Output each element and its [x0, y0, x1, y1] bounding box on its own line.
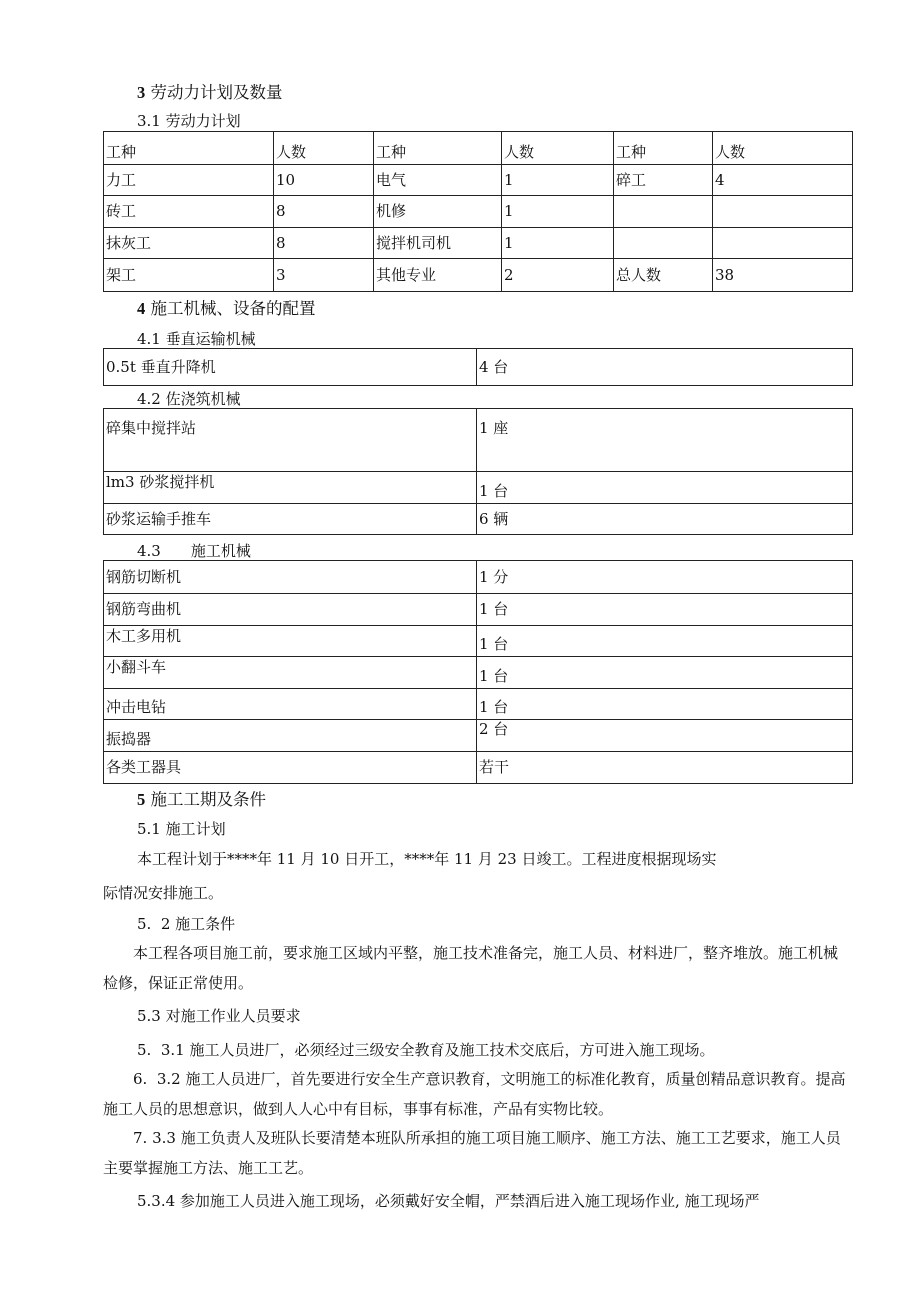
table-cell: 振捣器 [104, 720, 477, 752]
table-cell: 2 台 [477, 720, 853, 752]
section-5-heading [137, 786, 266, 810]
table-row [104, 472, 853, 504]
table-cell: 4 [713, 165, 853, 196]
table-cell [713, 196, 853, 228]
section-5-2-heading: 5. 2 施工条件 [137, 915, 236, 933]
table-row [104, 196, 853, 228]
table-cell: 2 [502, 259, 614, 292]
table-cell: 小翻斗车 [104, 657, 477, 689]
table-cell: 1 [502, 228, 614, 259]
table-cell: 钢筋弯曲机 [104, 594, 477, 626]
table-cell: 碎工 [614, 165, 713, 196]
table-cell: 力工 [104, 165, 274, 196]
vertical-transport-table [103, 348, 853, 386]
section-3-title: 劳动力计划及数量 [150, 83, 283, 102]
table-cell: 冲击电钻 [104, 689, 477, 720]
paragraph-5-2: 本工程各项目施工前，要求施工区域内平整，施工技术准备完，施工人员、材料进厂，整齐堆放。施工机械检修，保证正常使用。 [103, 944, 839, 992]
table-cell: 4 台 [477, 349, 853, 386]
header-cell: 人数 [274, 132, 374, 165]
header-cell: 工种 [104, 132, 274, 165]
section-4-1-heading: 4.1 垂直运输机械 [137, 330, 256, 348]
table-cell: 1 分 [477, 561, 853, 594]
table-cell: 6 辆 [477, 504, 853, 535]
paragraph-5-3-4: 5.3.4 参加施工人员进入施工现场，必须戴好安全帽，严禁酒后进入施工现场作业, 施工现场严 [137, 1192, 760, 1210]
table-cell: 钢筋切断机 [104, 561, 477, 594]
table-cell: 1 [502, 165, 614, 196]
table-cell: 各类工器具 [104, 752, 477, 784]
table-header-row [104, 132, 853, 165]
table-cell [713, 228, 853, 259]
section-4-3-heading: 4.3 施工机械 [137, 542, 251, 560]
table-cell: 10 [274, 165, 374, 196]
paragraph-5-1-line1: 本工程计划于****年 11 月 10 日开工，****年 11 月 23 日竣工。工程进度根据现场实 [137, 850, 717, 868]
table-row [104, 752, 853, 784]
table-cell: 架工 [104, 259, 274, 292]
table-row [104, 228, 853, 259]
table-cell: 0.5t 垂直升降机 [104, 349, 477, 386]
section-5-1-heading: 5.1 施工计划 [137, 820, 226, 838]
table-row [104, 626, 853, 657]
header-cell: 工种 [614, 132, 713, 165]
table-row [104, 720, 853, 752]
table-cell: 1 [502, 196, 614, 228]
table-cell: 木工多用机 [104, 626, 477, 657]
table-cell: 若干 [477, 752, 853, 784]
section-5-title: 施工工期及条件 [150, 790, 266, 809]
table-row [104, 259, 853, 292]
paragraph-5-3-2: 6. 3.2 施工人员进厂，首先要进行安全生产意识教育，文明施工的标准化教育，质量创精品意识教育。提高施工人员的思想意识，做到人人心中有目标，事事有标准，产品有实物比较。 [103, 1070, 846, 1118]
labor-plan-table [103, 131, 853, 292]
table-row [104, 165, 853, 196]
table-cell: 砂浆运输手推车 [104, 504, 477, 535]
table-cell: 38 [713, 259, 853, 292]
table-cell: 1 台 [477, 626, 853, 657]
section-5-number: 5 [137, 790, 146, 809]
table-cell: 抹灰工 [104, 228, 274, 259]
construction-machinery-table [103, 560, 853, 784]
table-cell: 碎集中搅拌站 [104, 409, 477, 472]
section-3-number: 3 [137, 83, 146, 102]
section-4-title: 施工机械、设备的配置 [150, 299, 316, 318]
table-cell [614, 228, 713, 259]
table-cell: 8 [274, 196, 374, 228]
paragraph-5-1-line2: 际情况安排施工。 [103, 884, 224, 902]
table-row [104, 409, 853, 472]
table-cell: 砖工 [104, 196, 274, 228]
table-row [104, 594, 853, 626]
section-4-heading [137, 295, 316, 319]
table-cell: 电气 [374, 165, 502, 196]
table-row [104, 504, 853, 535]
table-cell: 8 [274, 228, 374, 259]
table-row [104, 349, 853, 386]
table-row [104, 689, 853, 720]
paragraph-5-3-3: 7. 3.3 施工负责人及班队长要清楚本班队所承担的施工项目施工顺序、施工方法、施工工艺要求，施工人员主要掌握施工方法、施工工艺。 [103, 1129, 841, 1177]
section-3-heading [137, 79, 283, 103]
table-cell: 机修 [374, 196, 502, 228]
table-cell: 1 台 [477, 689, 853, 720]
table-cell: 1 座 [477, 409, 853, 472]
table-cell: 1 台 [477, 594, 853, 626]
section-4-2-heading: 4.2 佐浇筑机械 [137, 390, 241, 408]
table-cell: 搅拌机司机 [374, 228, 502, 259]
table-cell: 3 [274, 259, 374, 292]
table-cell: 其他专业 [374, 259, 502, 292]
pouring-machinery-table [103, 408, 853, 535]
section-4-number: 4 [137, 299, 146, 318]
table-cell: 1 台 [477, 657, 853, 689]
header-cell: 人数 [713, 132, 853, 165]
table-row [104, 561, 853, 594]
paragraph-5-3-1: 5. 3.1 施工人员进厂，必须经过三级安全教育及施工技术交底后，方可进入施工现场。 [137, 1041, 715, 1059]
section-3-1-heading: 3.1 劳动力计划 [137, 112, 241, 130]
header-cell: 人数 [502, 132, 614, 165]
table-cell: lm3 砂浆搅拌机 [104, 472, 477, 504]
header-cell: 工种 [374, 132, 502, 165]
table-cell: 总人数 [614, 259, 713, 292]
table-cell [614, 196, 713, 228]
section-5-3-heading: 5.3 对施工作业人员要求 [137, 1007, 301, 1025]
table-cell: 1 台 [477, 472, 853, 504]
table-row [104, 657, 853, 689]
